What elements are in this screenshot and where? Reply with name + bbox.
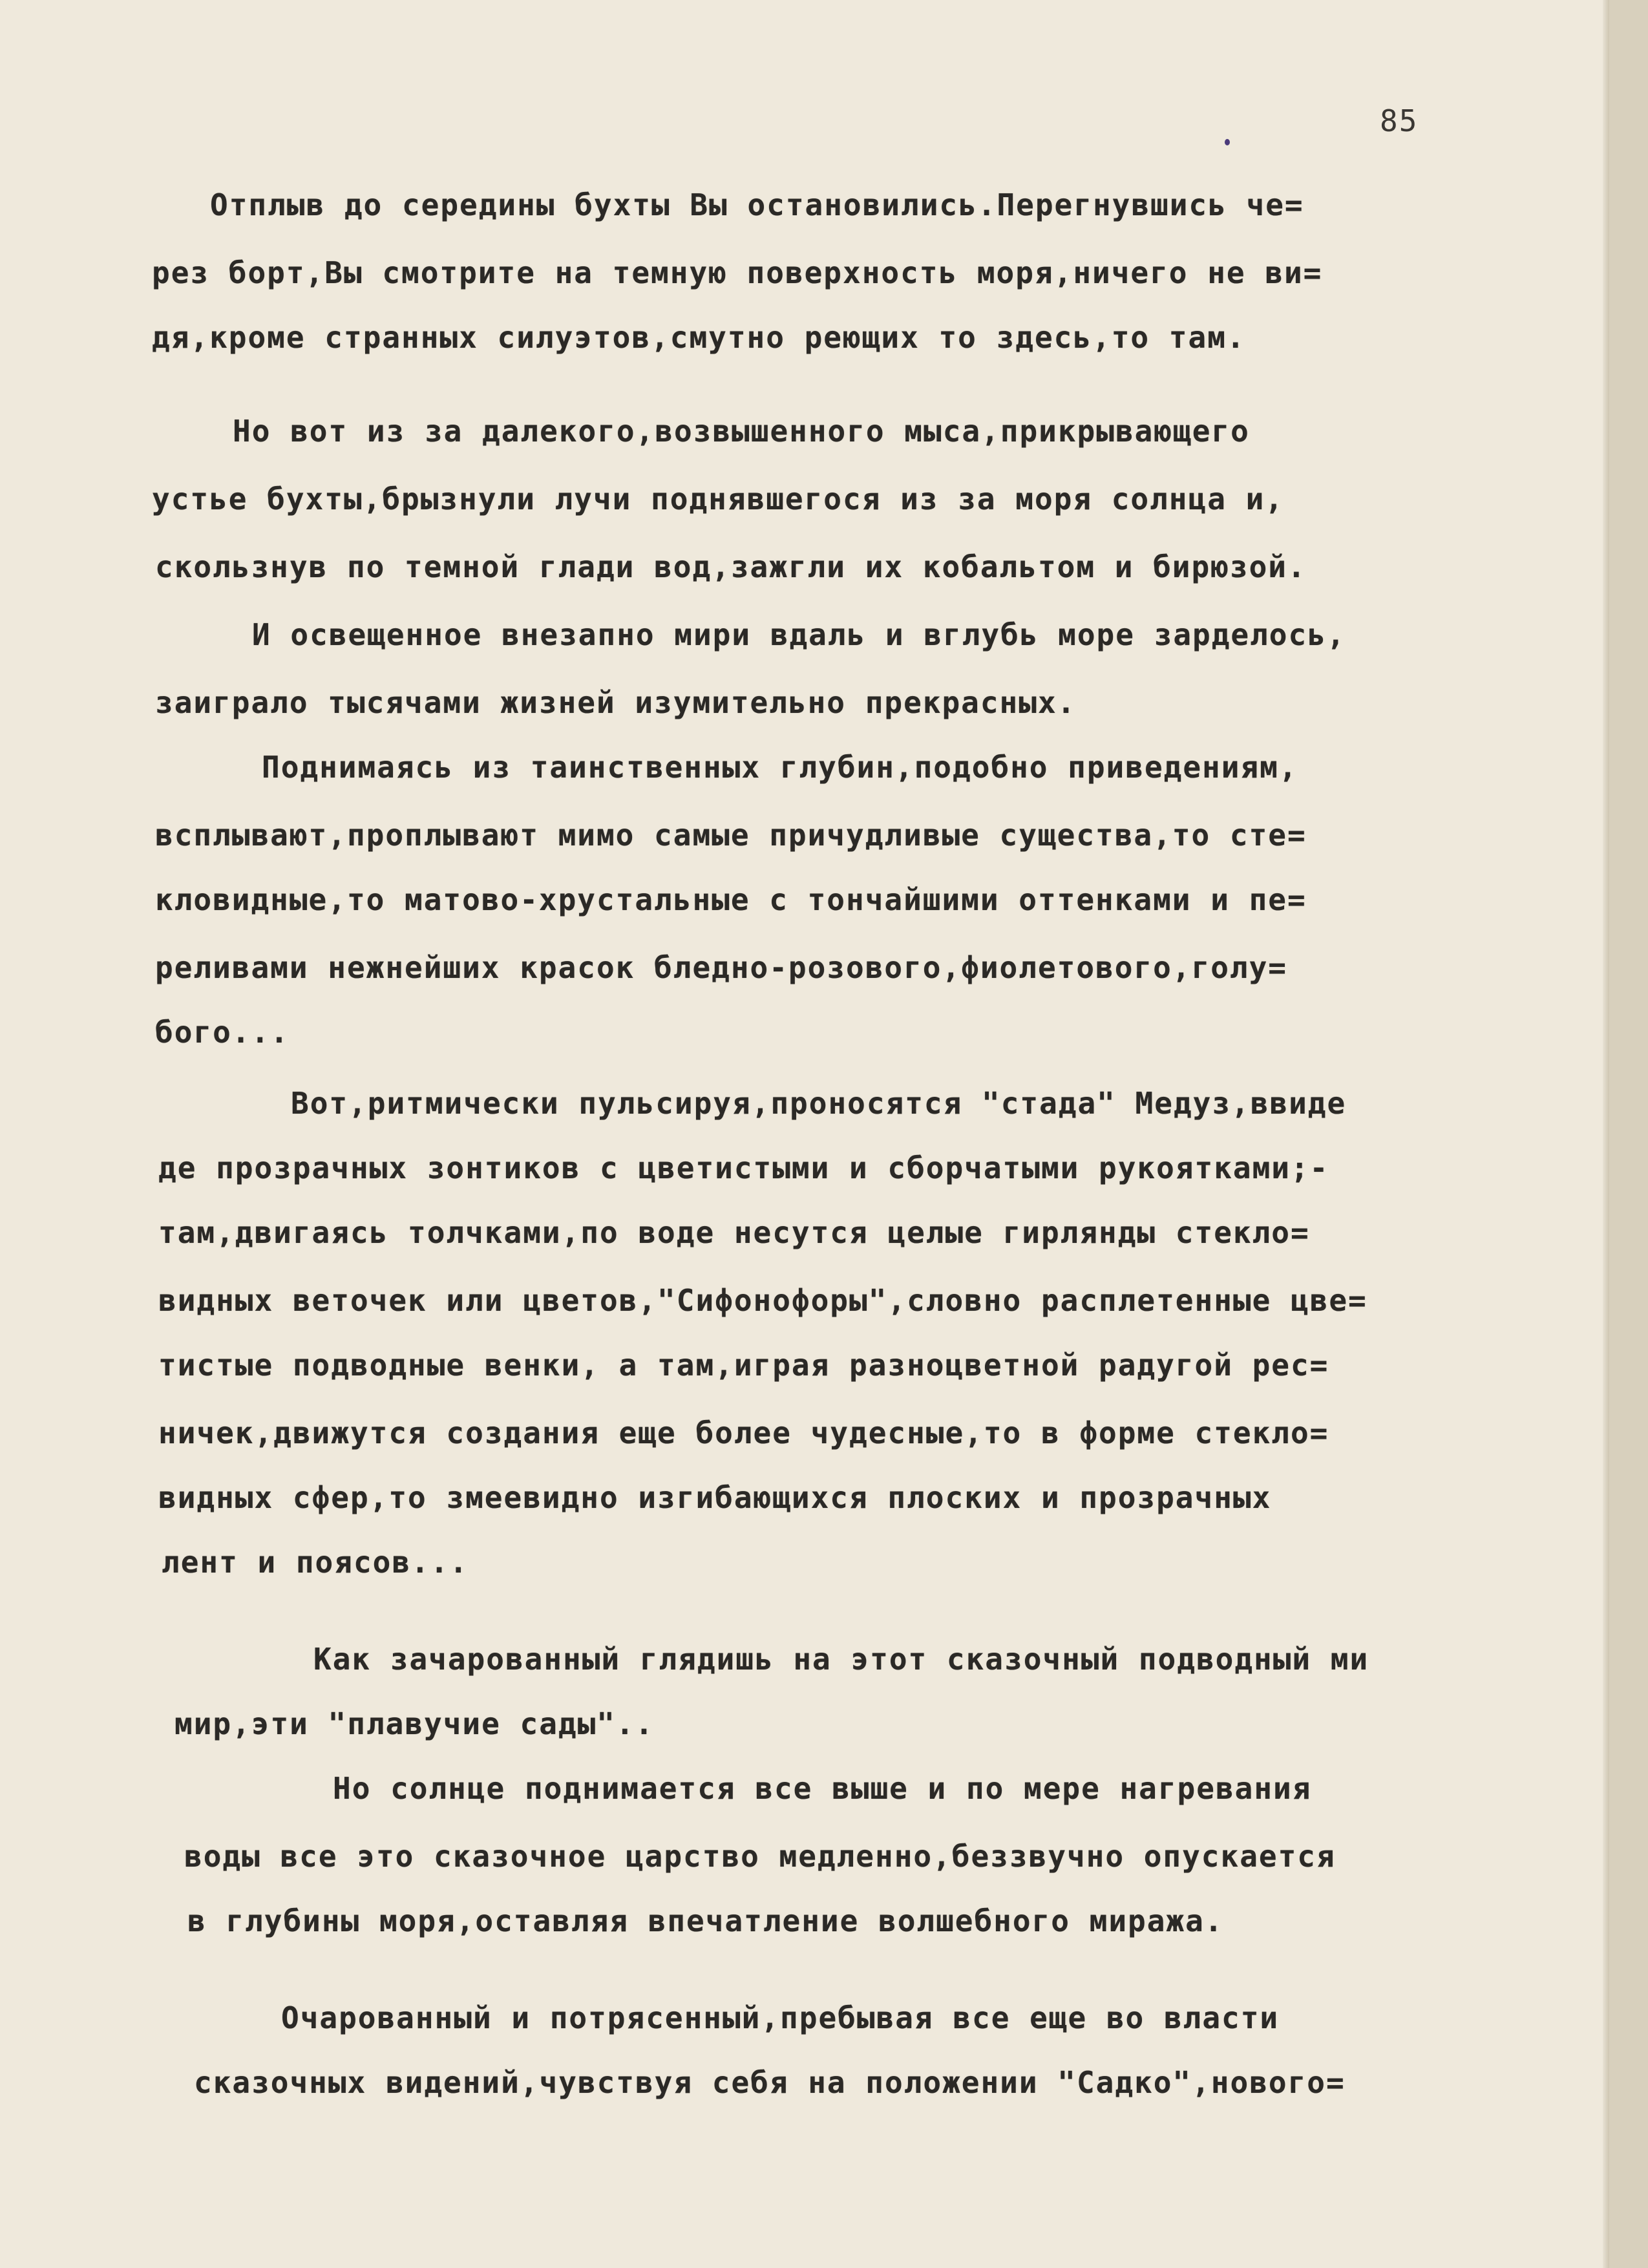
page-number: 85 <box>1380 103 1419 138</box>
text-line: кловидные,то матово-хрустальные с тончайшими оттенками и пе= <box>155 882 1307 917</box>
page-edge-shadow <box>1603 0 1609 2268</box>
text-line: заиграло тысячами жизней изумительно прекрасных. <box>155 685 1077 720</box>
text-line: мир,эти "плавучие сады".. <box>174 1706 655 1741</box>
text-line: Поднимаясь из таинственных глубин,подобно приведениям, <box>262 750 1298 785</box>
text-line: де прозрачных зонтиков с цветистыми и сборчатыми рукоятками;- <box>158 1150 1329 1185</box>
text-line: видных сфер,то змеевидно изгибающихся плоских и прозрачных <box>158 1480 1272 1515</box>
text-line: тистые подводные венки, а там,играя разноцветной радугой рес= <box>158 1348 1329 1383</box>
text-line: Отплыв до середины бухты Вы остановились.Перегнувшись че= <box>210 187 1304 222</box>
text-line: в глубины моря,оставляя впечатление волшебного миража. <box>187 1903 1224 1938</box>
text-line: ничек,движутся создания еще более чудесные,то в форме стекло= <box>158 1415 1329 1450</box>
text-line: Как зачарованный глядишь на этот сказочный подводный ми <box>313 1642 1369 1677</box>
text-line: сказочных видений,чувствуя себя на положении "Садко",нового= <box>194 2065 1346 2100</box>
text-line: рез борт,Вы смотрите на темную поверхность моря,ничего не ви= <box>152 255 1323 290</box>
text-line: всплывают,проплывают мимо самые причудливые существа,то сте= <box>155 818 1307 853</box>
text-line: скользнув по темной глади вод,зажгли их кобальтом и бирюзой. <box>155 549 1307 584</box>
text-line: видных веточек или цветов,"Сифонофоры",словно расплетенные цве= <box>158 1283 1368 1318</box>
text-line: лент и поясов... <box>162 1545 469 1580</box>
typed-text-body <box>149 0 1538 2100</box>
text-line: реливами нежнейших красок бледно-розового,фиолетового,голу= <box>155 950 1287 985</box>
text-line: Но вот из за далекого,возвышенного мыса,прикрывающего <box>233 414 1250 449</box>
text-line: Но солнце поднимается все выше и по мере нагревания <box>333 1771 1312 1806</box>
text-line: Вот,ритмически пульсируя,проносятся "стада" Медуз,ввиде <box>291 1086 1347 1121</box>
text-line: И освещенное внезапно мири вдаль и вглубь море зарделось, <box>252 617 1346 652</box>
text-line: там,двигаясь толчками,по воде несутся целые гирлянды стекло= <box>158 1215 1310 1250</box>
text-line: воды все это сказочное царство медленно,беззвучно опускается <box>184 1839 1336 1874</box>
text-line: бого... <box>155 1015 290 1050</box>
text-line: устье бухты,брызнули лучи поднявшегося из за моря солнца и, <box>152 482 1284 516</box>
text-line: дя,кроме странных силуэтов,смутно реющих то здесь,то там. <box>152 320 1246 355</box>
backing-sheet <box>1609 0 1648 2268</box>
text-line: Очарованный и потрясенный,пребывая все еще во власти <box>281 2000 1280 2035</box>
